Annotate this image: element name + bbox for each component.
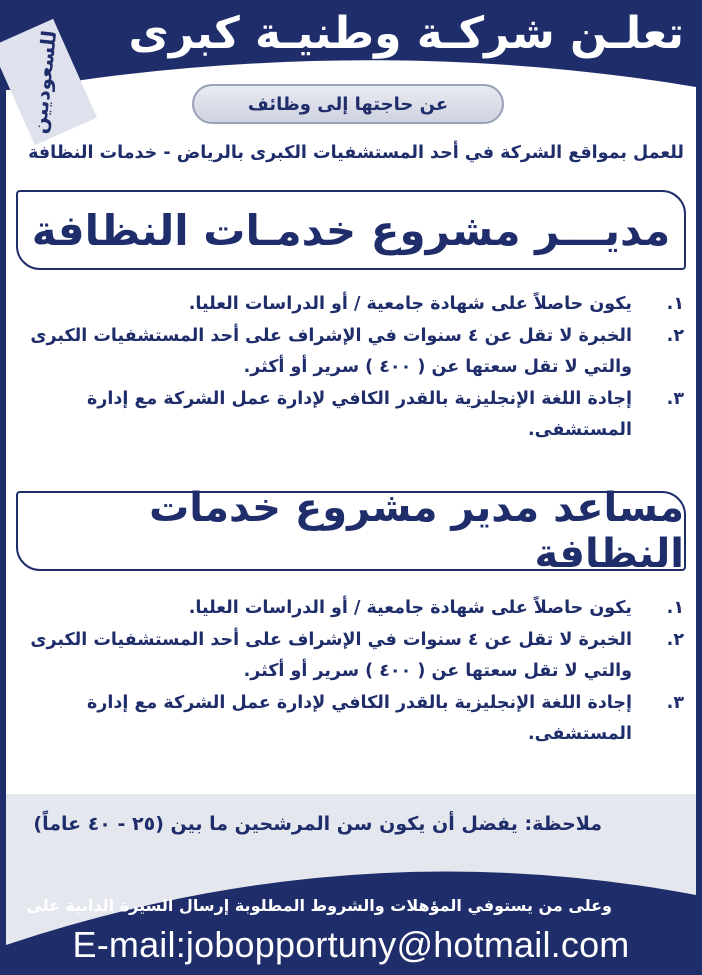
requirements-list-2 xyxy=(18,593,684,751)
requirement-text: الخبرة لا تقل عن ٤ سنوات في الإشراف على أحد المستشفيات الكبرى والتي لا تقل سعتها عن ( ٤٠٠ ) سرير أو أكثر. xyxy=(30,325,632,377)
requirement-item xyxy=(18,688,684,751)
requirement-item xyxy=(18,289,684,321)
contact-email[interactable]: E-mail:jobopportuny@hotmail.com xyxy=(72,924,630,965)
location-line: للعمل بمواقع الشركة في أحد المستشفيات الكبرى بالرياض - خدمات النظافة xyxy=(28,143,684,163)
requirement-number: ٣. xyxy=(666,692,684,713)
requirement-number: ٢. xyxy=(666,629,684,650)
position-title: مساعد مدير مشروع خدمات النظافة xyxy=(149,485,684,577)
requirements-list-1 xyxy=(18,289,684,447)
requirement-item xyxy=(18,384,684,447)
requirement-number: ٣. xyxy=(666,388,684,409)
position-title-box-1 xyxy=(16,190,686,270)
position-title: مديـــر مشروع خدمـات النظافة xyxy=(31,205,671,255)
requirement-item xyxy=(18,321,684,384)
requirement-number: ٢. xyxy=(666,325,684,346)
requirement-text: إجادة اللغة الإنجليزية بالقدر الكافي لإدارة عمل الشركة مع إدارة المستشفى. xyxy=(86,388,632,440)
requirement-item xyxy=(18,593,684,625)
age-note: ملاحظة: يفضل أن يكون سن المرشحين ما بين (٢٥ - ٤٠ عاماً) xyxy=(33,813,602,835)
subtitle-text: عن حاجتها إلى وظائف xyxy=(247,93,449,115)
requirement-item xyxy=(18,625,684,688)
requirement-text: إجادة اللغة الإنجليزية بالقدر الكافي لإدارة عمل الشركة مع إدارة المستشفى. xyxy=(86,692,632,744)
requirement-text: يكون حاصلاً على شهادة جامعية / أو الدراسات العليا. xyxy=(188,598,632,618)
requirement-number: ١. xyxy=(666,598,684,618)
requirement-number: ١. xyxy=(666,294,684,314)
tag-label: للسعوديين xyxy=(26,29,62,135)
requirement-text: الخبرة لا تقل عن ٤ سنوات في الإشراف على أحد المستشفيات الكبرى والتي لا تقل سعتها عن ( ٤٠٠ ) سرير أو أكثر. xyxy=(30,629,632,681)
subtitle-pill xyxy=(192,84,504,124)
headline: تعلـن شركـة وطنيـة كبرى xyxy=(128,8,684,59)
requirement-text: يكون حاصلاً على شهادة جامعية / أو الدراسات العليا. xyxy=(188,294,632,314)
position-title-box-2 xyxy=(16,485,686,577)
apply-instructions: وعلى من يستوفي المؤهلات والشروط المطلوبة إرسال السيرة الذاتية على xyxy=(26,896,612,915)
